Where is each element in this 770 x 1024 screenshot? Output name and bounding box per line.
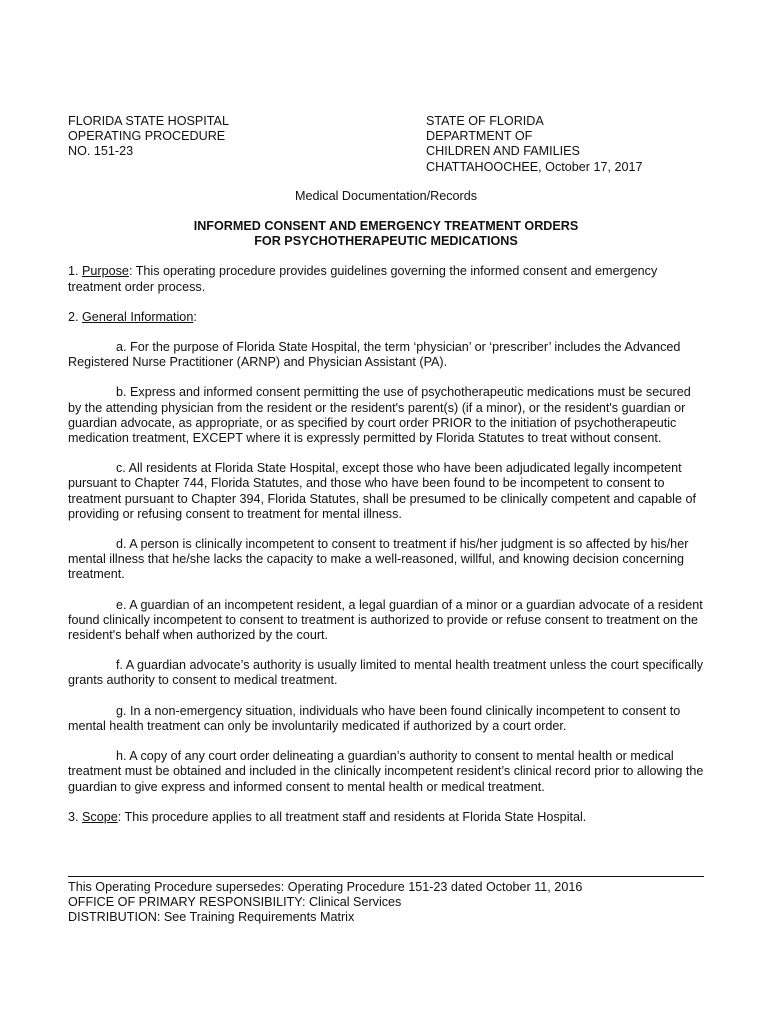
section-purpose: [68, 264, 704, 294]
title-line-1: INFORMED CONSENT AND EMERGENCY TREATMENT ORDERS: [193, 219, 579, 234]
document-header: [68, 114, 704, 175]
section-purpose-heading: Purpose: [82, 264, 129, 279]
section-general-information: [68, 310, 704, 325]
section-purpose-number: 1.: [68, 264, 83, 279]
document-title: [68, 219, 704, 249]
general-item-h: h. A copy of any court order delineating a guardian’s authority to consent to mental health or medical treatment must be obtained and included in the clinically incompetent resident’s clinical record prior to allowing the guardian to give express and informed consent to mental health or medical treatment.: [68, 749, 704, 794]
section-general-text: :: [193, 309, 197, 324]
state-name: STATE OF FLORIDA: [426, 114, 544, 128]
document-subject: Medical Documentation/Records: [295, 188, 477, 203]
section-scope: [68, 810, 704, 825]
distribution-note: DISTRIBUTION: See Training Requirements Matrix: [68, 910, 355, 925]
general-item-a: a. For the purpose of Florida State Hospital, the term ‘physician’ or ‘prescriber’ includes the Advanced Registered Nurse Practitioner (ARNP) and Physician Assistant (PA).: [68, 340, 681, 370]
general-item-d: d. A person is clinically incompetent to consent to treatment if his/her judgment is so affected by his/her mental illness that he/she lacks the capacity to make a well-reasoned, willful, and knowing decision concerning treatment.: [68, 537, 689, 582]
general-item-f: f. A guardian advocate’s authority is usually limited to mental health treatment unless the court specifically grants authority to consent to medical treatment.: [68, 658, 704, 688]
section-scope-heading: Scope: [82, 809, 118, 824]
section-general-heading: General Information: [82, 309, 194, 324]
general-item-e: e. A guardian of an incompetent resident, a legal guardian of a minor or a guardian advocate of a resident found clinically incompetent to consent to treatment is authorized to provide or refuse consent to treatment on the resident's behalf when authorized by the court.: [68, 597, 703, 643]
general-item-b: b. Express and informed consent permitting the use of psychotherapeutic medications must be secured by the attending physician from the resident or the resident's parent(s) (if a minor), or the resident's guardian or guardian advocate, as appropriate, or as specified by court order PRIOR to the initiation of psychotherapeutic medication treatment, EXCEPT where it is expressly permitted by Florida Statutes to treat without consent.: [68, 385, 691, 446]
general-item-g: g. In a non-emergency situation, individuals who have been found clinically incompetent to consent to mental health treatment can only be involuntarily medicated if authorized by a court order.: [68, 703, 681, 733]
document-footer: [68, 876, 704, 926]
office-of-responsibility: OFFICE OF PRIMARY RESPONSIBILITY: Clinical Services: [68, 895, 402, 910]
document-page: [68, 114, 704, 840]
procedure-number: NO. 151-23: [68, 144, 134, 159]
hospital-name: FLORIDA STATE HOSPITAL: [68, 114, 229, 128]
general-item-c: c. All residents at Florida State Hospital, except those who have been adjudicated legally incompetent pursuant to Chapter 744, Florida Statutes, and those who have been found to be incompetent to consent to treatment pursuant to Chapter 394, Florida Statutes, shall be presumed to be clinically competent and capable of providing or refusing consent to treatment for mental illness.: [68, 461, 696, 521]
department-line-1: DEPARTMENT OF: [426, 129, 533, 144]
section-scope-number: 3.: [68, 809, 83, 824]
title-line-2: FOR PSYCHOTHERAPEUTIC MEDICATIONS: [254, 234, 518, 249]
location-date: CHATTAHOOCHEE, October 17, 2017: [426, 159, 643, 174]
document-type: OPERATING PROCEDURE: [68, 129, 226, 144]
section-scope-text: : This procedure applies to all treatment staff and residents at Florida State Hospital.: [117, 809, 587, 824]
supersedes-note: This Operating Procedure supersedes: Operating Procedure 151-23 dated October 11, 2016: [68, 880, 583, 894]
section-purpose-text: : This operating procedure provides guidelines governing the informed consent and emergency treatment order process.: [68, 264, 658, 294]
header-left-block: [68, 114, 398, 175]
department-line-2: CHILDREN AND FAMILIES: [426, 144, 580, 159]
header-right-block: [426, 114, 704, 175]
section-general-number: 2.: [68, 309, 83, 324]
